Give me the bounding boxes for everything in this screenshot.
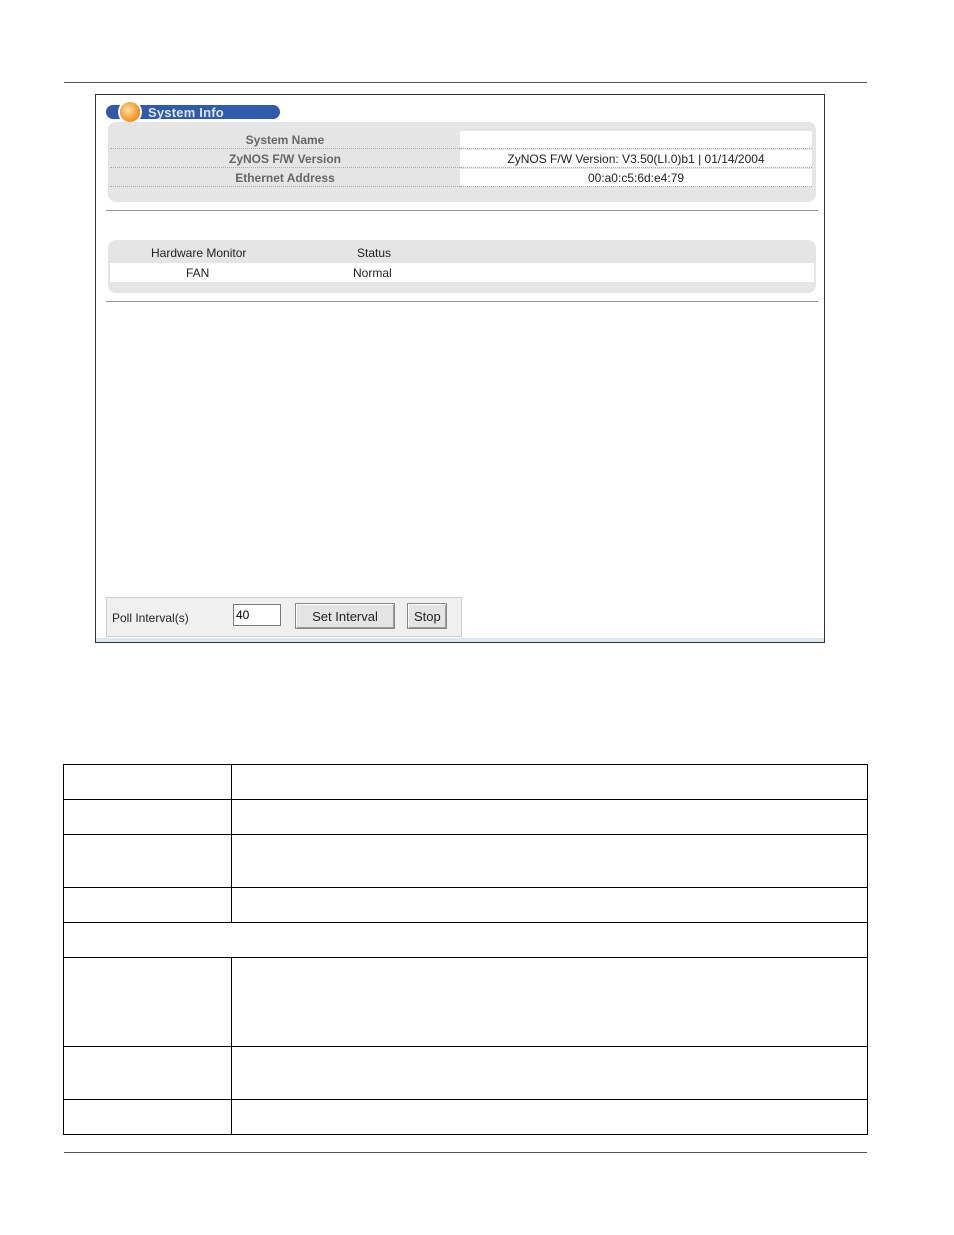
table-row: [64, 888, 868, 923]
poll-interval-input[interactable]: [233, 604, 281, 626]
hardware-monitor-header: Hardware Monitor: [151, 246, 247, 260]
poll-interval-label: Poll Interval(s): [112, 611, 189, 625]
frame-bottom-strip: [96, 638, 824, 642]
table-row: [64, 958, 868, 1047]
system-info-panel: [108, 122, 816, 202]
poll-interval-bar: [106, 597, 462, 637]
status-header: Status: [357, 246, 392, 260]
table-row: [64, 1100, 868, 1135]
orange-orb-icon: [120, 102, 140, 122]
firmware-version-label: ZyNOS F/W Version: [110, 150, 460, 168]
table-section-row: [64, 923, 868, 958]
system-name-value: [460, 131, 812, 149]
table-row: [64, 835, 868, 888]
ethernet-address-value: 00:a0:c5:6d:e4:79: [460, 169, 812, 187]
firmware-version-row: [110, 150, 812, 168]
set-interval-button[interactable]: Set Interval: [295, 603, 395, 629]
system-name-label: System Name: [110, 131, 460, 149]
table-row: [64, 800, 868, 835]
divider: [106, 210, 818, 211]
field-description-table: [63, 764, 868, 1135]
stop-button[interactable]: Stop: [407, 603, 447, 629]
fan-status: Normal: [353, 266, 392, 280]
ethernet-address-row: [110, 169, 812, 187]
header-rule: [64, 82, 867, 83]
table-row: [64, 1047, 868, 1100]
hardware-monitor-panel: [108, 240, 816, 293]
system-info-title-bar: [106, 105, 280, 119]
table-row: [64, 765, 868, 800]
page-title: System Info: [148, 104, 224, 120]
table-row: [110, 263, 814, 282]
ethernet-address-label: Ethernet Address: [110, 169, 460, 187]
system-name-row: [110, 131, 812, 149]
divider: [106, 301, 818, 302]
firmware-version-value: ZyNOS F/W Version: V3.50(LI.0)b1 | 01/14/2004: [460, 150, 812, 168]
hardware-table-header: [108, 243, 816, 263]
screenshot-frame: [95, 94, 825, 643]
fan-label: FAN: [186, 266, 210, 280]
footer-rule: [64, 1152, 867, 1153]
